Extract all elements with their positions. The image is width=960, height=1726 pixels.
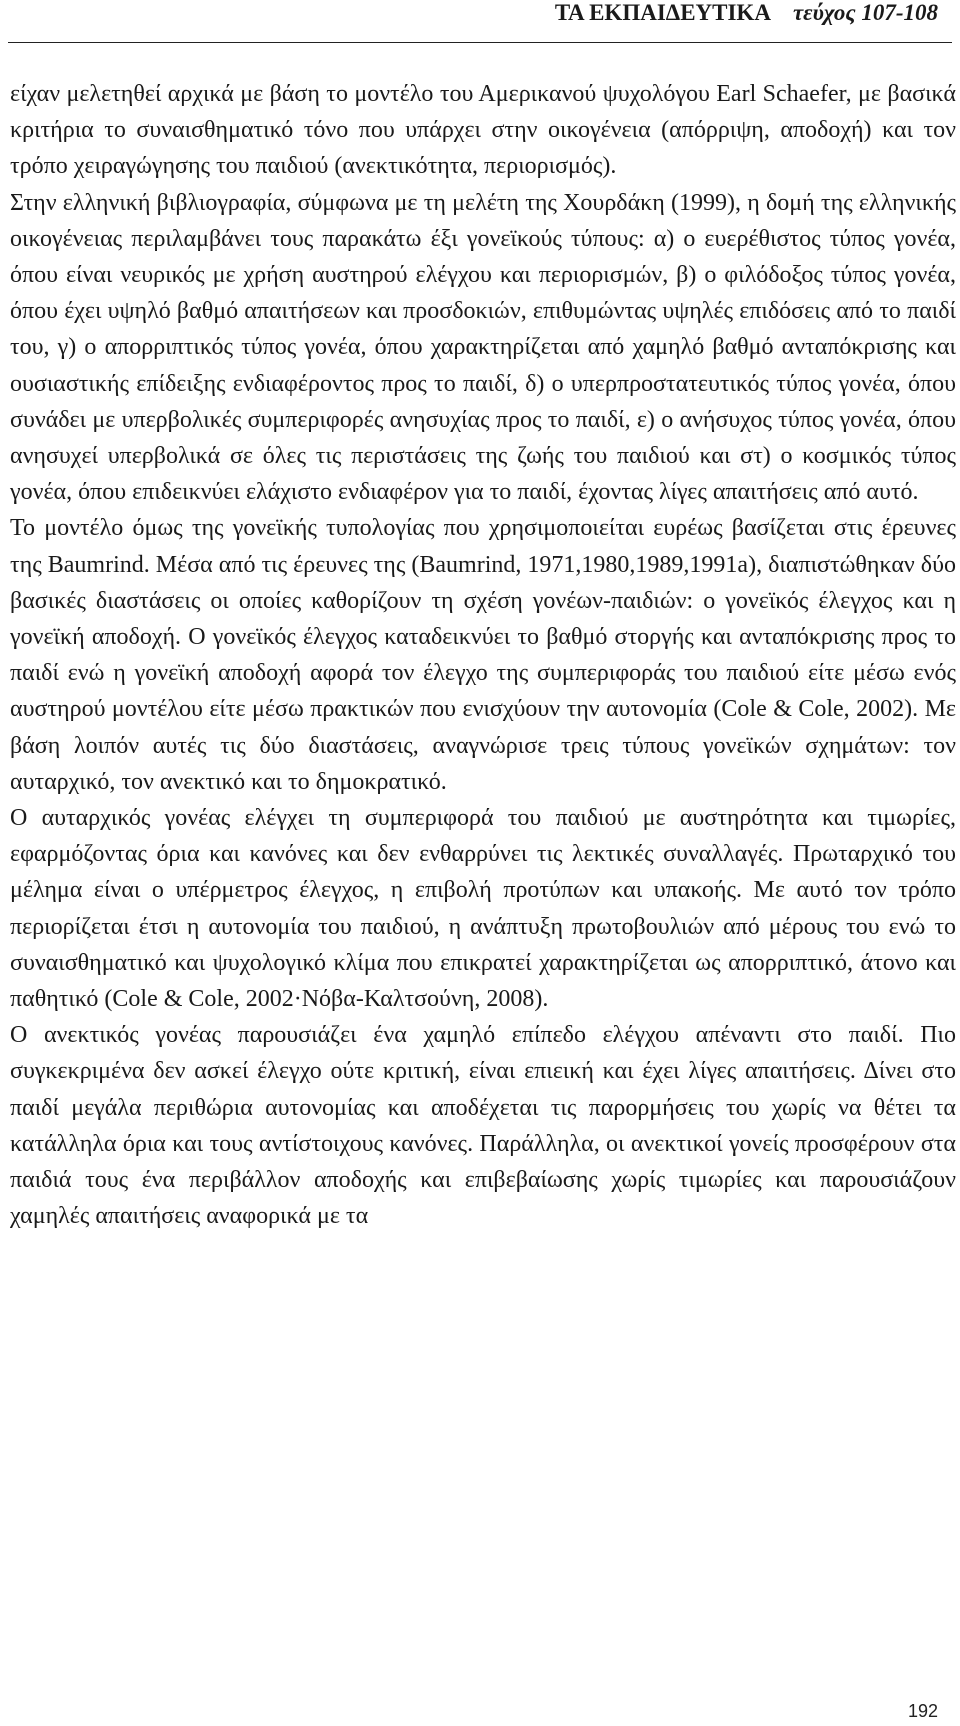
paragraph-4: Ο αυταρχικός γονέας ελέγχει τη συμπεριφορά του παιδιού με αυστηρότητα και τιμωρίες, εφαρμόζοντας όρια και κανόνες και δεν ενθαρρύνει τις λεκτικές συναλλαγές. Πρωταρχικό του μέλημα είναι ο υπέρμετρος έλεγχος, η επιβολή προτύπων και υπακοής. Με αυτό τον τρόπο περιορίζεται έτσι η αυτονομία του παιδιού, η ανάπτυξη πρωτοβουλιών από μέρους του ενώ το συναισθηματικό και ψυχολογικό κλίμα που επικρατεί χαρακτηρίζεται ως απορριπτικό, άτονο και παθητικό (Cole & Cole, 2002·Νόβα-Καλτσούνη, 2008). <box>10 805 956 1013</box>
issue-label: τεύχος 107-108 <box>792 0 938 25</box>
paragraph-1: είχαν μελετηθεί αρχικά με βάση το μοντέλο του Αμερικανού ψυχολόγου Earl Schaefer, με βασικά κριτήρια το συναισθηματικό τόνο που υπάρχει στην οικογένεια (απόρριψη, αποδοχή) και τον τρόπο χειραγώγησης του παιδιού (ανεκτικότητα, περιορισμός). <box>10 81 956 180</box>
journal-name: ΤΑ ΕΚΠΑΙΔΕΥΤΙΚΑ <box>554 0 771 25</box>
paragraph-2: Στην ελληνική βιβλιογραφία, σύμφωνα με τη μελέτη της Χουρδάκη (1999), η δομή της ελληνικής οικογένειας περιλαμβάνει τους παρακάτω έξι γονεϊκούς τύπους: α) ο ευερέθιστος τύπος γονέα, όπου είναι νευρικός με χρήση αυστηρού ελέγχου και περιορισμών, β) ο φιλόδοξος τύπος γονέα, όπου έχει υψηλό βαθμό απαιτήσεων και προσδοκιών, επιθυμώντας υψηλές επιδόσεις από το παιδί του, γ) ο απορριπτικός τύπος γονέα, όπου χαρακτηρίζεται από χαμηλό βαθμό ανταπόκρισης και ουσιαστικής επίδειξης ενδιαφέροντος προς το παιδί, δ) ο υπερπροστατευτικός τύπος γονέα, όπου συνάδει με υπερβολικές συμπεριφορές ανησυχίας προς το παιδί, ε) ο ανήσυχος τύπος γονέα, όπου ανησυχεί υπερβολικά σε όλες τις περιστάσεις της ζωής του παιδιού και στ) ο κοσμικός τύπος γονέα, όπου επιδεικνύει ελάχιστο ενδιαφέρον για το παιδί, έχοντας λίγες απαιτήσεις από αυτό. <box>10 189 956 506</box>
paragraph-3: Το μοντέλο όμως της γονεϊκής τυπολογίας που χρησιμοποιείται ευρέως βασίζεται στις έρευνες της Baumrind. Μέσα από τις έρευνες της (Baumrind, 1971,1980,1989,1991a), διαπιστώθηκαν δύο βασικές διαστάσεις οι οποίες καθορίζουν τη σχέση γονέων-παιδιών: ο γονεϊκός έλεγχος και η γονεϊκή αποδοχή. Ο γονεϊκός έλεγχος καταδεικνύει το βαθμό στοργής και ανταπόκρισης προς το παιδί ενώ η γονεϊκή αποδοχή αφορά τον έλεγχο της συμπεριφοράς του παιδιού είτε μέσω ενός αυστηρού μοντέλου είτε μέσω πρακτικών που ενισχύουν την αυτονομία (Cole & Cole, 2002). Με βάση λοιπόν αυτές τις δύο διαστάσεις, αναγνώρισε τρεις τύπους γονεϊκών σχημάτων: τον αυταρχικό, τον ανεκτικό και το δημοκρατικό. <box>10 515 956 795</box>
paragraph-5: Ο ανεκτικός γονέας παρουσιάζει ένα χαμηλό επίπεδο ελέγχου απέναντι στο παιδί. Πιο συγκεκριμένα δεν ασκεί έλεγχο ούτε κριτική, είναι επιεική και έχει λίγες απαιτήσεις. Δίνει στο παιδί μεγάλα περιθώρια αυτονομίας και αποδέχεται τις παρορμήσεις του χωρίς να θέτει τα κατάλληλα όρια και τους αντίστοιχους κανόνες. Παράλληλα, οι ανεκτικοί γονείς προσφέρουν στα παιδιά τους ένα περιβάλλον αποδοχής και επιβεβαίωσης χωρίς τιμωρίες και παρουσιάζουν χαμηλές απαιτήσεις αναφορικά με τα <box>10 1022 956 1230</box>
running-header <box>8 0 952 43</box>
article-body <box>10 76 956 1235</box>
journal-title <box>555 0 938 26</box>
page-number: 192 <box>907 1701 938 1721</box>
